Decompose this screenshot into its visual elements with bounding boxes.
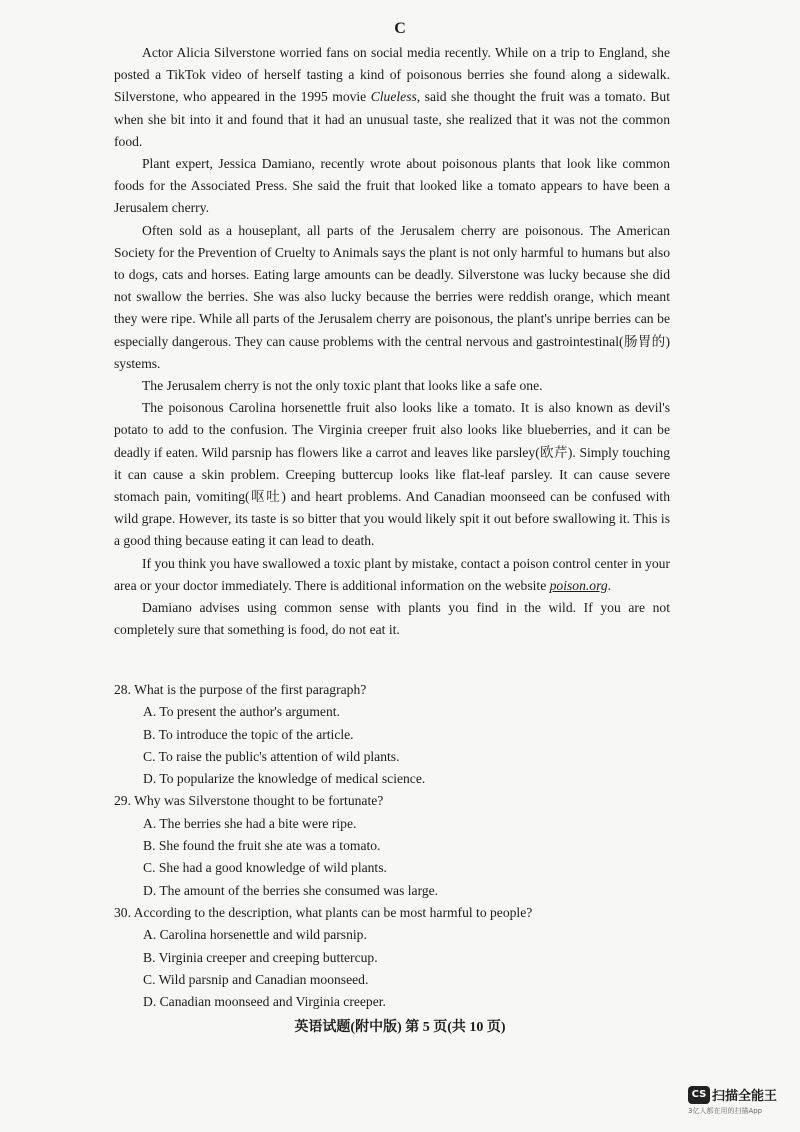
option-d: D. Canadian moonseed and Virginia creeper. <box>143 994 386 1010</box>
option-a: A. Carolina horsenettle and wild parsnip. <box>143 927 367 943</box>
question-stem: 30. According to the description, what plants can be most harmful to people? <box>114 904 533 920</box>
option-a: A. To present the author's argument. <box>143 704 340 720</box>
option-c: C. To raise the public's attention of wild plants. <box>143 748 400 764</box>
option-b: B. She found the fruit she ate was a tomato. <box>143 838 381 854</box>
paragraph-6-text-b: . <box>607 577 612 593</box>
paragraph-7: Damiano advises using common sense with plants you find in the wild. If you are not completely sure that something is food, do not eat it. <box>114 600 670 638</box>
scanner-watermark <box>688 1085 798 1116</box>
watermark-app-name: 扫描全能王 <box>712 1089 778 1104</box>
option-c: C. Wild parsnip and Canadian moonseed. <box>143 971 369 987</box>
question-29 <box>114 790 694 901</box>
page-footer: 英语试题(附中版) 第 5 页(共 10 页) <box>294 1020 506 1035</box>
paragraph-2: Plant expert, Jessica Damiano, recently wrote about poisonous plants that look like common foods for the Associated Press. She said the fruit that looked like a tomato appears to have been a Jerusalem cherry. <box>114 156 670 216</box>
option-c: C. She had a good knowledge of wild plants. <box>143 860 387 876</box>
paragraph-3: Often sold as a houseplant, all parts of the Jerusalem cherry are poisonous. The American Society for the Prevention of Cruelty to Animals says the plant is not only harmful to humans but also to dogs, cats and horses. Eating large amounts can be deadly. Silverstone was lucky because she did not swallow the berries. She was also lucky because the berries were reddish orange, which meant they were ripe. While all parts of the Jerusalem cherry are poisonous, the plant's unripe berries can be especially dangerous. They can cause problems with the central nervous and gastrointestinal(肠胃的) systems. <box>114 222 670 371</box>
paragraph-1-text-b: , said she thought the fruit was a tomato. But when she bit into it and found that it had an unusual taste, she realized that it was not the common food. <box>114 89 670 149</box>
option-d: D. To popularize the knowledge of medical science. <box>143 771 426 787</box>
option-b: B. Virginia creeper and creeping buttercup. <box>143 949 378 965</box>
camscanner-logo-icon: CS <box>688 1086 710 1104</box>
reading-passage <box>114 42 670 641</box>
paragraph-6-text-a: If you think you have swallowed a toxic plant by mistake, contact a poison control center in your area or your doctor immediately. There is additional information on the website <box>114 555 670 593</box>
question-28 <box>114 679 694 790</box>
question-stem: 29. Why was Silverstone thought to be fortunate? <box>114 793 384 809</box>
question-30 <box>114 902 694 1013</box>
option-d: D. The amount of the berries she consumed was large. <box>143 882 439 898</box>
questions-section <box>114 679 694 1013</box>
paragraph-4: The Jerusalem cherry is not the only toxic plant that looks like a safe one. <box>142 378 543 394</box>
paragraph-1-text-a: Actor Alicia Silverstone worried fans on social media recently. While on a trip to England, she posted a TikTok video of herself tasting a kind of poisonous berries she found along a sidewalk. Silverstone, who appeared in the 1995 movie <box>114 45 670 105</box>
movie-title: Clueless <box>370 89 417 105</box>
watermark-subtitle: 3亿人都在用的扫描App <box>688 1107 763 1115</box>
option-a: A. The berries she had a bite were ripe. <box>143 815 357 831</box>
option-b: B. To introduce the topic of the article. <box>143 726 354 742</box>
paragraph-1 <box>114 42 670 153</box>
website-link: poison.org <box>549 577 608 593</box>
question-stem: 28. What is the purpose of the first paragraph? <box>114 682 367 697</box>
section-letter: C <box>394 20 406 37</box>
paragraph-6 <box>114 553 670 597</box>
paragraph-5: The poisonous Carolina horsenettle fruit also looks like a tomato. It is also known as devil's potato to add to the confusion. The Virginia creeper fruit also looks like blueberries, and it can be deadly if eaten. Wild parsnip has flowers like a carrot and leaves like parsley(欧芹). Simply touching it can cause a skin problem. Creeping buttercup looks like flat-leaf parsley. It can cause severe stomach pain, vomiting(呕吐) and heart problems. And Canadian moonseed can be confused with wild grape. However, its taste is so bitter that you would likely spit it out before swallowing it. This is a good thing because eating it can lead to death. <box>114 400 670 549</box>
